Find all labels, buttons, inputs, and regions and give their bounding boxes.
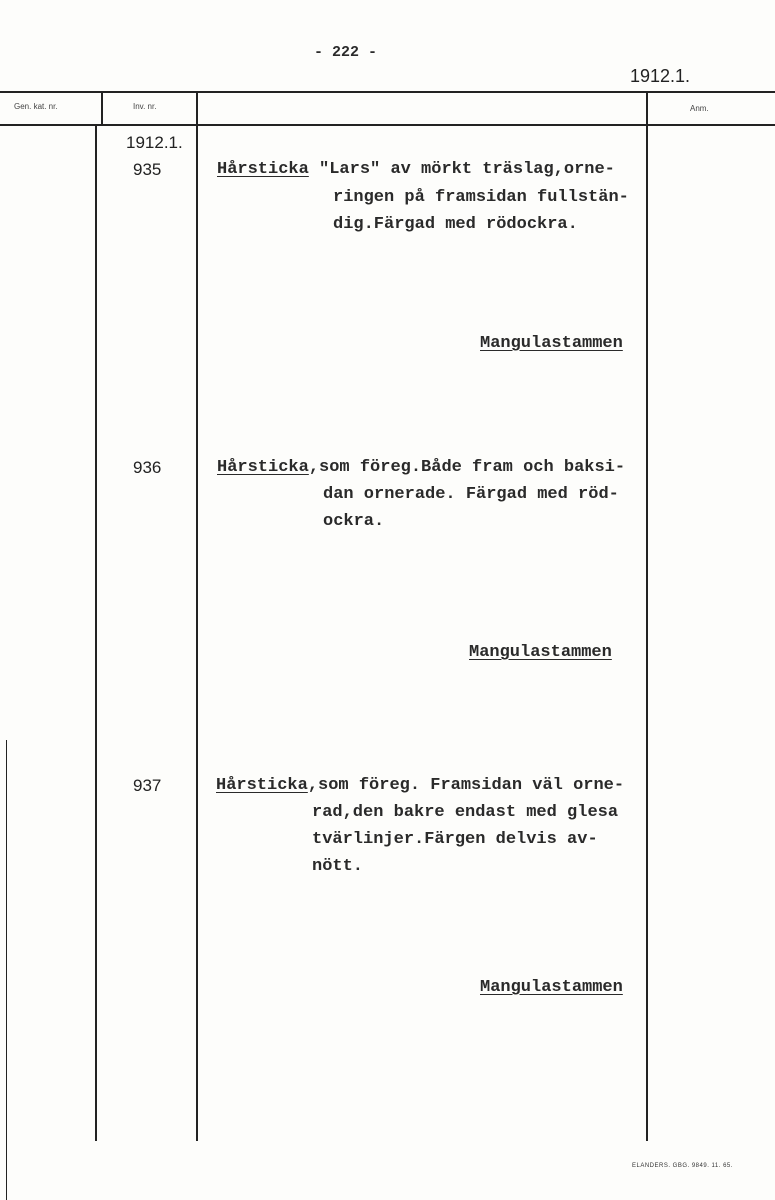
entry-line: tvärlinjer.Färgen delvis av- [312, 830, 598, 849]
inv-number: 935 [133, 160, 162, 179]
term: Hårsticka [216, 776, 308, 795]
entry-line [217, 458, 625, 477]
col-rule-1 [101, 91, 103, 125]
header-top-rule [0, 91, 775, 93]
entry-line: nött. [312, 857, 364, 876]
col-rule-1-body [95, 124, 97, 1141]
printer-mark: ELANDERS. GBG. 9849. 11. 65. [632, 1163, 733, 1169]
term: Hårsticka [217, 160, 309, 179]
term: Hårsticka [217, 458, 309, 477]
entry-text: "Lars" av mörkt träslag,orne- [308, 160, 615, 179]
col-rule-3 [646, 91, 648, 1141]
entry-line [217, 160, 615, 179]
entry-text: ,som föreg. Framsidan väl orne- [307, 776, 625, 795]
col-anm: Anm. [690, 104, 709, 113]
entry-line: rad,den bakre endast med glesa [312, 803, 619, 822]
section-year: 1912.1. [126, 133, 183, 152]
page-number: - 222 - [314, 44, 378, 61]
left-margin-rule [6, 740, 7, 1200]
entry-line: ringen på framsidan fullstän- [333, 188, 629, 207]
entry-line: dig.Färgad med rödockra. [333, 215, 578, 234]
col-inv-nr: Inv. nr. [133, 102, 157, 111]
col-gen-kat-nr: Gen. kat. nr. [14, 102, 58, 111]
inv-number: 936 [133, 458, 162, 477]
inv-number: 937 [133, 776, 162, 795]
entry-text: ,som föreg.Både fram och baksi- [308, 458, 626, 477]
tribe-name: Mangulastammen [469, 643, 612, 662]
entry-line: ockra. [323, 512, 385, 531]
col-rule-2 [196, 91, 198, 1141]
header-year: 1912.1. [630, 66, 691, 86]
entry-line: dan ornerade. Färgad med röd- [323, 485, 619, 504]
entry-line [216, 776, 624, 795]
tribe-name: Mangulastammen [480, 978, 623, 997]
header-bottom-rule [0, 124, 775, 126]
tribe-name: Mangulastammen [480, 334, 623, 353]
